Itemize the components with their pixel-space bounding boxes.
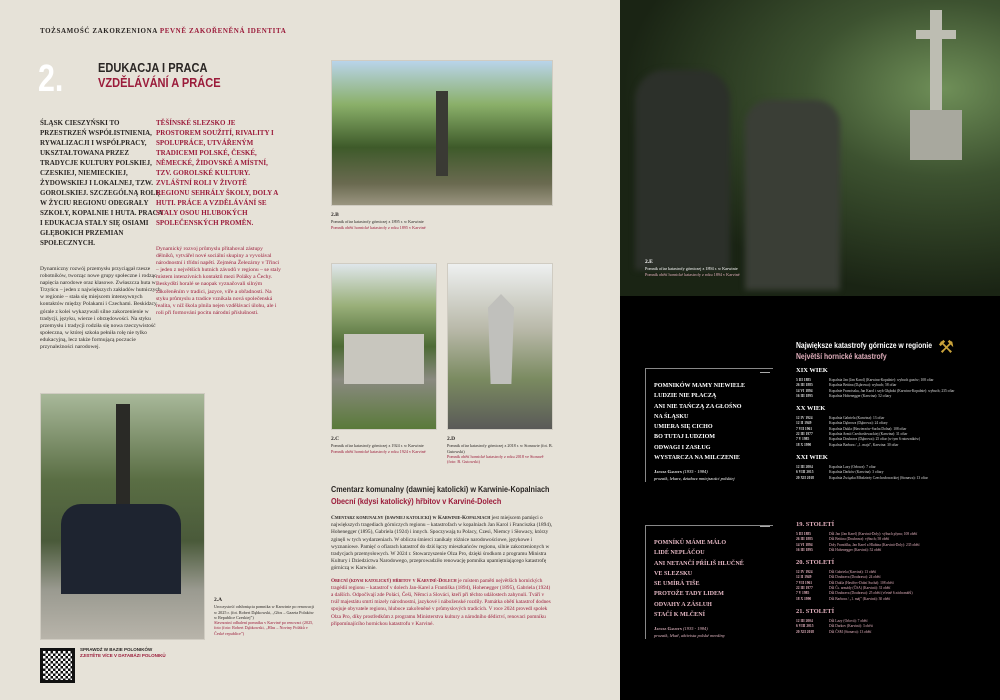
quote-author: Janusz Gaudyn bbox=[654, 469, 682, 475]
caption-pl: Uroczystość odsłonięcia pomnika w Karwinie po renowacji w 2025 r. (fot. Robert Dąbkowski, „Głos – Gazeta Polaków w Republice Czeskiej”) bbox=[214, 604, 315, 620]
event-description: Důl Barbora / „1. máj” (Karviná): 30 obětí bbox=[829, 596, 891, 601]
event-list bbox=[796, 465, 978, 481]
cross-monument bbox=[436, 91, 448, 176]
event-row bbox=[796, 476, 978, 481]
quote-line: LIDÉ NEPLÁČOU bbox=[654, 550, 705, 557]
event-description: Kopalnia Barbara / „1. maja”, Karwina: 30 ofiar bbox=[829, 442, 899, 447]
event-list bbox=[796, 619, 978, 635]
event-date: 7 V 1985 bbox=[796, 437, 810, 442]
disasters-heading-cz: Největší hornické katastrofy bbox=[796, 352, 887, 361]
century-heading: XXI WIEK bbox=[796, 453, 828, 461]
people bbox=[61, 504, 181, 594]
century-heading: 21. STOLETÍ bbox=[796, 607, 835, 615]
event-date: 16 III 1895 bbox=[796, 393, 813, 398]
event-description: Kopalnia Dukla (Hawierzów-Sucha Dolna): 108 ofiar bbox=[829, 426, 907, 431]
event-date: 12 II 1949 bbox=[796, 421, 812, 426]
event-description: Kopalnia Jan (Jan Karol) (Karwina-Kopalnie): wybuch gazów; 108 ofiar bbox=[829, 378, 934, 382]
quote-line: POMNÍKŮ MÁME MÁLO bbox=[654, 540, 727, 546]
event-date: 18 X 1990 bbox=[796, 596, 812, 601]
article-heading-pl: Cmentarz komunalny (dawniej katolicki) w Karwinie-Kopalniach bbox=[331, 484, 550, 494]
caption-2a bbox=[214, 598, 314, 636]
article-body-cz: je místem paměti největších hornických tragédií regionu – katastrof v dolech Jan-Karel a Františka (1894), Hohenegger (1895), Gabriela (1924) a dalších. Odpočívají zde Poláci, Češi, Němci a Slováci, kteří při těchto událostech zahynuli. Tváří v tvář majestátu smrti mizely národnostní, jazykové i náboženské rozdíly. Památka obětí katastrof dodnes spojuje obyvatele regionu, hluboce zakořeněné v průmyslových tradicích. V roce 2024 provedl spolek Olza Pro, díky prostředkům z programu Ministerstva kultury a národního dědictví, renovaci pomníku připomínajícího hornickou katastrofu v Karviné. bbox=[331, 577, 551, 627]
event-description: Důl Jan (Jan Karel) (Karviná-Doly): výbuch plynu; 108 obětí bbox=[829, 532, 918, 536]
quote-role: prozaik, lekarz, działacz mniejszości polskiej bbox=[654, 476, 735, 482]
caption-2d bbox=[447, 437, 553, 464]
century-heading: XX WIEK bbox=[796, 405, 826, 413]
gravestone bbox=[635, 70, 730, 270]
event-description: Důl Lazy (Orlová): 7 obětí bbox=[829, 618, 868, 623]
event-description: Kopalnia Gabriela (Karwina): 13 ofiar bbox=[829, 416, 885, 421]
event-description: Doly Františka, Jan Karel a Hlubina (Karviná-Doly): 235 obětí bbox=[829, 542, 920, 547]
event-list bbox=[796, 570, 978, 602]
chapter-number: 2. bbox=[38, 58, 64, 100]
caption-id: 2.C bbox=[331, 436, 340, 442]
event-date: 12 III 2004 bbox=[796, 464, 813, 469]
event-description: Důl Gabriela (Karviná): 13 obětí bbox=[829, 570, 877, 575]
century-heading: 20. STOLETÍ bbox=[796, 559, 835, 567]
event-list bbox=[796, 378, 978, 399]
caption-cz: Pomník obětí hornické katastrofy z roku 1894 v Karviné bbox=[645, 271, 740, 277]
article bbox=[331, 483, 553, 628]
quote-line: POMNIKÓW MAMY NIEWIELE bbox=[654, 383, 746, 389]
lead-cz: TĚŠÍNSKÉ SLEZSKO JE PROSTOREM SOUŽITÍ, RIVALITY I SPOLUPRÁCE, UTVÁŘENÝM TRADICEMI POLSKÉ, ČESKÉ, NĚMECKÉ, ŽIDOVSKÉ A MÍSTNÍ, TZV. GOROLSKÉ KULTURY. ZVLÁŠTNÍ ROLI V ŽIVOTĚ REGIONU SEHRÁLY ŠKOLY, DOLY A HUTI. PRÁCE A VZDĚLÁVÁNÍ SE STALY OSOU HLUBOKÝCH SPOLEČENSKÝCH PROMĚN. bbox=[156, 119, 278, 227]
caption-cz: Pomník obětí hornické katastrofy z roku 1895 v Karviné bbox=[331, 224, 426, 230]
event-date: 12 IV 1924 bbox=[796, 416, 813, 421]
quote-author: Janusz Gaudyn bbox=[654, 626, 682, 632]
event-description: Kopalnia Dąbrowa (Dąbrowa): 24 ofiary bbox=[829, 421, 888, 426]
event-date: 12 II 1949 bbox=[796, 575, 812, 580]
event-description: Důl Dukla (Havířov-Dolní Suchá): 108 obětí bbox=[829, 580, 894, 585]
event-description: Kopalnia Bettina (Dąbrowa): wybuch; 58 ofiar bbox=[829, 383, 897, 388]
event-date: 14 VI 1894 bbox=[796, 542, 813, 547]
divider bbox=[760, 526, 770, 527]
event-description: Důl Darkov (Karviná): 3 oběti bbox=[829, 624, 873, 629]
article-heading-cz: Obecní (kdysi katolický) hřbitov v Karviné-Dolech bbox=[331, 496, 502, 506]
quote-line: STAČÍ K MLČENÍ bbox=[654, 612, 706, 619]
disasters-timeline-pl bbox=[796, 366, 978, 481]
event-date: 12 III 2004 bbox=[796, 618, 813, 623]
caption-2c bbox=[331, 437, 437, 454]
caption-id: 2.A bbox=[214, 597, 223, 603]
body-pl: Dynamiczny rozwój przemysłu przyciągał rzesze robotników, tworząc nowe grupy społeczne i rodząc napięcia narodowe oraz klasowe. Zwłaszcza huta w Trzyńcu – jeden z największych zakładów hutniczych w regionie – stała się miejscem intensywnych kontaktów między Polakami i Czechami. Beskidzcy górale z kolei wykazywali silne zakorzenienie w tradycji, języku, wierze i obrzędowości. Na styku przemysłu i tradycji rodziła się nowa rzeczywistość społeczna, w której szkoła pełniła rolę nie tylko edukacyjną, lecz także formującą poczucie przynależności narodowej. bbox=[40, 266, 161, 351]
event-date: 26 III 1885 bbox=[796, 383, 813, 388]
quote-line: BO TUTAJ LUDZIOM bbox=[654, 434, 716, 441]
quote-line: ODWAGI I ZASŁUG bbox=[654, 444, 711, 451]
quote-line: SE UMÍRÁ TIŠE bbox=[654, 581, 700, 588]
event-date: 22 III 1977 bbox=[796, 432, 813, 437]
quote-cz bbox=[645, 525, 773, 639]
qr-label-pl: SPRAWDŹ W BAZIE POLONIKÓW bbox=[80, 647, 153, 652]
photo-2e-cemetery bbox=[620, 0, 1000, 296]
photo-2d-monument-2018 bbox=[447, 263, 553, 430]
quote-line: UMIERA SIĘ CICHO bbox=[654, 424, 713, 431]
obelisk bbox=[488, 294, 514, 384]
chapter-title-pl: EDUKACJA I PRACA bbox=[98, 60, 208, 75]
quote-years: (1935 - 1984) bbox=[683, 626, 708, 632]
event-date: 12 IV 1924 bbox=[796, 570, 813, 575]
quote-pl bbox=[645, 368, 773, 482]
quote-line: ANI NETANČÍ PŘÍLIŠ HLUČNĚ bbox=[654, 560, 744, 567]
caption-id: 2.B bbox=[331, 212, 339, 218]
century-heading: 19. STOLETÍ bbox=[796, 521, 835, 528]
event-description: Důl ČSM (Stonava): 13 obětí bbox=[829, 629, 872, 634]
monument-base bbox=[910, 110, 962, 160]
quote-line: NA ŚLĄSKU bbox=[654, 413, 689, 420]
event-row bbox=[796, 630, 978, 635]
quote-line: LUDZIE NIE PŁACZĄ bbox=[654, 393, 717, 400]
photo-2a-unveiling-ceremony bbox=[40, 393, 205, 640]
quote-attribution bbox=[654, 468, 773, 482]
event-date: 16 III 1895 bbox=[796, 547, 813, 552]
caption-pl: Pomnik ofiar katastrofy górniczej z 2018 r. w Stonawie (fot. B. Gutowski) bbox=[447, 443, 553, 454]
column-cz bbox=[156, 118, 281, 317]
article-body-pl: jest miejscem pamięci o największych tragediach górniczych regionu – katastrofach w kopalniach Jan Karol i Franciszka (1894), Hohenegger (1895), Gabriela (1924) i innych. Spoczywają tu Polacy, Czesi, Niemcy i Słowacy, którzy zginęli w tych wydarzeniach. W obliczu śmierci zanikały różnice narodowościowe, językowe i wyznaniowe. Pamięć o ofiarach katastrof do dziś łączy mieszkańców regionu, silnie zakorzenionych w tradycjach przemysłowych. W 2024 r. Stowarzyszenie Olza Pro, dzięki środkom z programu Ministra Kultury i Dziedzictwa Narodowego, przeprowadziło renowację pomnika upamiętniającego katastrofę górniczą w Karwinie. bbox=[331, 515, 553, 572]
caption-cz: Pomník obětí hornické katastrofy z roku 2018 ve Stonavě (foto: B. Gutowski) bbox=[447, 453, 544, 465]
event-list bbox=[796, 532, 978, 553]
event-date: 5 III 1885 bbox=[796, 378, 811, 382]
event-description: Kopalnia Doubrava (Dąbrowa): 25 ofiar (w tym 6 ratowników) bbox=[829, 437, 921, 442]
stone-slabs bbox=[344, 334, 424, 384]
event-date: 14 VI 1894 bbox=[796, 388, 813, 393]
disasters-timeline-cz bbox=[796, 520, 978, 635]
event-date: 7 VII 1961 bbox=[796, 580, 813, 585]
quote-line: VE SLEZSKU bbox=[654, 570, 693, 577]
event-description: Kopalnia Związku Młodzieży Czechosłowackiej (Stonawa): 13 ofiar bbox=[829, 475, 928, 480]
lead-pl: ŚLĄSK CIESZYŃSKI TO PRZESTRZEŃ WSPÓŁISTNIENIA, RYWALIZACJI I WSPÓŁPRACY, UKSZTAŁTOWANA PRZEZ TRADYCJE KULTURY POLSKIEJ, CZESKIEJ, NIEMIECKIEJ, ŻYDOWSKIEJ I LOKALNEJ, TZW. GOROLSKIEJ. SZCZEGÓLNĄ ROLĘ W ŻYCIU REGIONU ODEGRAŁY SZKOŁY, KOPALNIE I HUTA. PRACA I EDUKACJA STAŁY SIĘ OSIAMI GŁĘBOKICH PRZEMIAN SPOŁECZNYCH. bbox=[40, 119, 163, 247]
event-description: Kopalnia Lazy (Orłowa): 7 ofiar bbox=[829, 464, 876, 469]
chapter-title bbox=[98, 60, 221, 90]
body-cz: Dynamický rozvoj průmyslu přitahoval zástupy dělníků, vytvářel nové sociální skupiny a vyvolával národnostní i třídní napětí. Zejména Železárny v Třinci – jeden z největších hutních závodů v regionu – se staly místem intenzivních kontaktů mezi Poláky a Čechy. Beskydští horalé se naopak vyznačovali silným zakořeněním v tradici, jazyce, víře a obřadnosti. Na styku průmyslu a tradice vznikala nová společenská realita, v níž škola plnila nejen vzdělávací úlohu, ale i roli při formování pocitu národní příslušnosti. bbox=[156, 246, 281, 316]
running-header bbox=[40, 27, 286, 35]
quote-line: WYSTARCZA NA MILCZENIE bbox=[654, 455, 740, 462]
quote-role: prozaik, lékař, aktivista polské menšiny bbox=[654, 633, 725, 639]
running-header-cz: PEVNĚ ZAKOŘENĚNÁ IDENTITA bbox=[159, 27, 287, 35]
caption-pl: Pomnik ofiar katastrofy górniczej z 1924 r. w Karwinie bbox=[331, 443, 424, 449]
event-description: Kopalnie Franciszka, Jan Karol i szyb Głęboki (Karwina-Kopalnie): wybuch; 235 ofiar bbox=[829, 388, 955, 393]
caption-2e bbox=[645, 260, 775, 277]
chapter-title-cz: VZDĚLÁVÁNÍ A PRÁCE bbox=[98, 75, 221, 90]
event-date: 22 III 1977 bbox=[796, 586, 813, 591]
event-date: 26 III 1885 bbox=[796, 537, 813, 542]
qr-label-cz: ZJISTĚTE VÍCE V DATABÁZI POLONIKŮ bbox=[80, 653, 166, 658]
event-row bbox=[796, 597, 978, 602]
caption-id: 2.D bbox=[447, 436, 456, 442]
event-row bbox=[796, 443, 978, 448]
century-heading: XIX WIEK bbox=[796, 367, 828, 374]
event-description: Důl Doubrava (Doubrava): 25 obětí (včetně 6 záchranářů) bbox=[829, 591, 913, 596]
disasters-heading-pl: Największe katastrofy górnicze w regionie bbox=[796, 341, 933, 350]
event-list bbox=[796, 416, 978, 448]
quote-attribution bbox=[654, 625, 773, 639]
event-description: Důl Bettina (Doubrava): výbuch; 58 obětí bbox=[829, 537, 890, 542]
event-date: 6 VIII 2015 bbox=[796, 470, 814, 475]
quote-line: ANI NIE TAŃCZĄ ZA GŁOŚNO bbox=[654, 403, 742, 410]
cross-arm bbox=[916, 30, 956, 39]
event-description: Důl Doubrava (Doubrava): 24 obětí bbox=[829, 575, 881, 580]
article-text-pl bbox=[331, 515, 553, 573]
event-row bbox=[796, 548, 978, 553]
article-lead-pl: Cmentarz komunalny (dawniej katolicki) w Karwinie-Kopalniach bbox=[331, 515, 491, 521]
running-header-pl: TOŻSAMOŚĆ ZAKORZENIONA bbox=[40, 27, 158, 35]
quote-line: PROTOŽE TADY LIDEM bbox=[654, 591, 724, 598]
event-description: Kopalnia Armii Czechosłowackiej (Karwina): 31 ofiar bbox=[829, 432, 908, 437]
event-date: 20 XII 2018 bbox=[796, 475, 814, 480]
quote-years: (1935 - 1984) bbox=[683, 469, 708, 475]
event-date: 5 III 1885 bbox=[796, 532, 811, 536]
disasters-heading bbox=[796, 340, 932, 362]
caption-cz: Slavnostní odhalení pomníku v Karviné po renovaci (2025, foto (foto: Robert Dąbkowski, „Hlas – Noviny Poláků v České republice”) bbox=[214, 620, 314, 636]
column-pl bbox=[40, 118, 165, 351]
event-description: Důl Čs. armády (ČSA) (Karviná): 31 obětí bbox=[829, 586, 891, 591]
divider bbox=[760, 372, 770, 373]
event-row bbox=[796, 394, 978, 399]
event-description: Důl Hohenegger (Karviná): 52 obětí bbox=[829, 547, 882, 552]
event-date: 20 XII 2018 bbox=[796, 629, 814, 634]
article-heading bbox=[331, 483, 550, 507]
crossed-hammers-icon: ⚒ bbox=[938, 337, 955, 357]
photo-2c-monument-1924 bbox=[331, 263, 437, 430]
event-date: 7 V 1985 bbox=[796, 591, 810, 596]
quote-line: ODVAHY A ZÁSLUH bbox=[654, 601, 712, 608]
qr-code[interactable] bbox=[40, 648, 75, 683]
caption-pl: Pomnik ofiar katastrofy górniczej z 1895 r. w Karwinie bbox=[331, 219, 424, 225]
event-date: 7 VII 1961 bbox=[796, 426, 813, 431]
caption-2b bbox=[331, 213, 553, 230]
qr-label bbox=[80, 647, 166, 659]
caption-cz: Pomník obětí hornické katastrofy z roku 1924 v Karviné bbox=[331, 448, 426, 454]
caption-id: 2.E bbox=[645, 259, 653, 265]
article-text-cz bbox=[331, 578, 553, 628]
event-description: Kopalnia Hohenegger (Karwina): 52 ofiary bbox=[829, 393, 892, 398]
event-description: Kopalnia Darków (Karwina): 3 ofiary bbox=[829, 470, 884, 475]
article-lead-cz: Obecní (kdysi katolický) hřbitov v Karviné-Dolech bbox=[331, 577, 457, 584]
photo-2b-monument-1895 bbox=[331, 60, 553, 206]
event-date: 6 VIII 2015 bbox=[796, 624, 814, 629]
event-date: 18 X 1990 bbox=[796, 442, 812, 447]
caption-pl: Pomnik ofiar katastrofy górniczej z 1894 r. w Karwinie bbox=[645, 266, 738, 272]
